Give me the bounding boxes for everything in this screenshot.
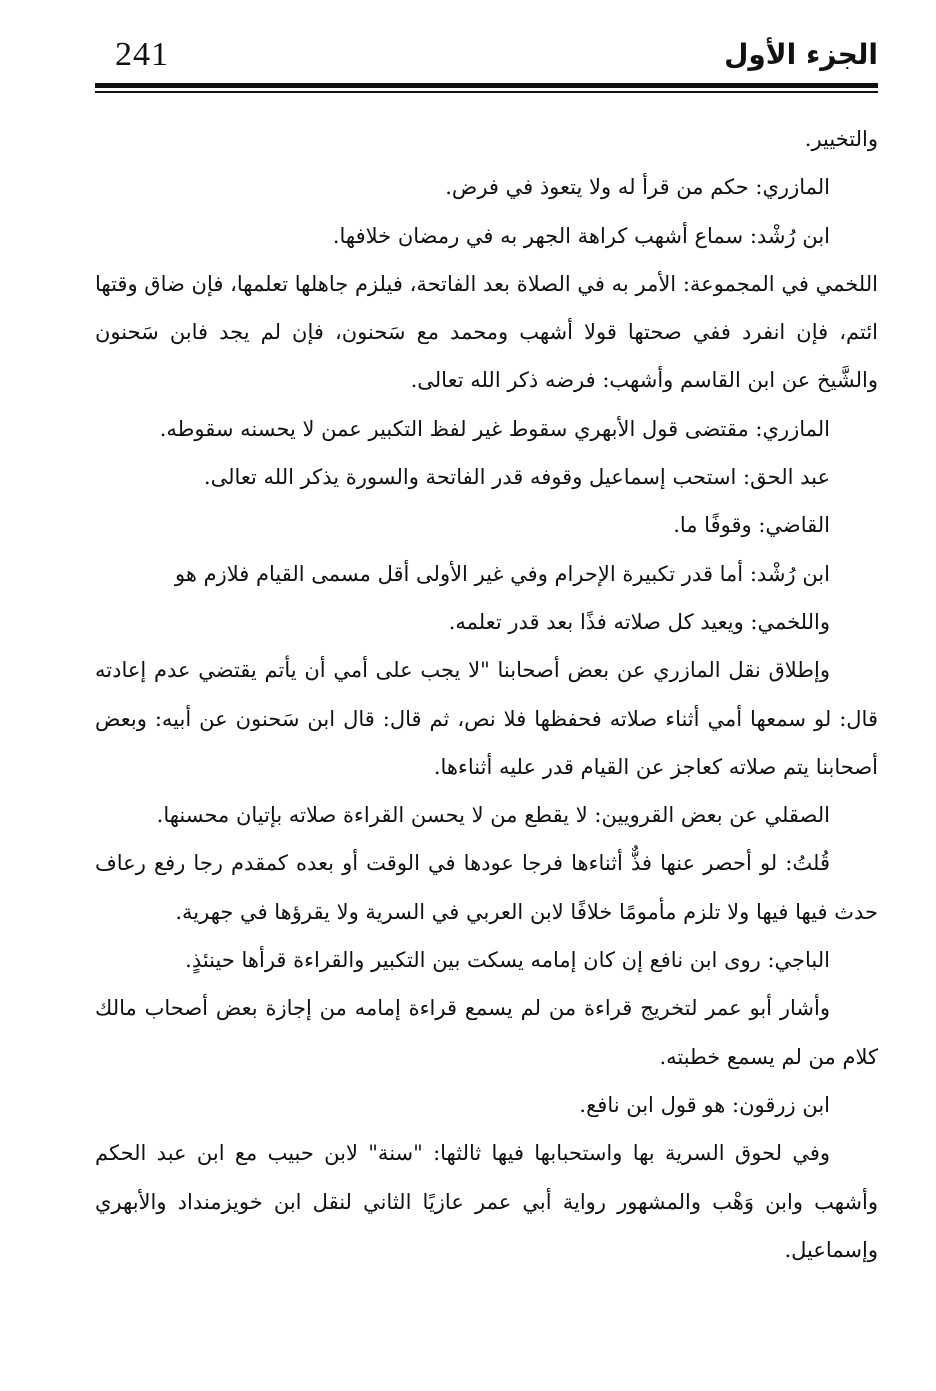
paragraph: القاضي: وقوفًا ما. (673, 513, 830, 538)
paragraph: المازري: مقتضى قول الأبهري سقوط غير لفظ التكبير عمن لا يحسنه سقوطه. (159, 416, 830, 441)
paragraph: عبد الحق: استحب إسماعيل وقوفه قدر الفاتحة والسورة يذكر الله تعالى. (203, 465, 830, 490)
header-rule-thin (95, 91, 878, 93)
paragraph: وفي لحوق السرية بها واستحبابها فيها ثالثها: "سنة" لابن حبيب مع ابن عبد الحكم وأشهب وابن وَهْب والمشهور رواية أبي عمر عازيًا الثاني لنقل ابن خويزمنداد والأبهري وإسماعيل. (95, 1141, 878, 1262)
paragraph: المازري: حكم من قرأ له ولا يتعوذ في فرض. (445, 175, 830, 200)
paragraph: ابن زرقون: هو قول ابن نافع. (579, 1092, 830, 1117)
running-title: الجزء الأول (724, 38, 878, 71)
paragraph: ابن رُشْد: سماع أشهب كراهة الجهر به في رمضان خلافها. (332, 223, 830, 248)
paragraph: قُلتُ: لو أحصر عنها فذٌّ أثناءها فرجا عودها في الوقت أو بعده كمقدم رجا رفع رعاف حدث فيها فيها ولا تلزم مأمومًا خلافًا لابن العربي في السرية ولا يقرؤها في جهرية. (95, 851, 878, 924)
page-number: 241 (115, 36, 169, 73)
paragraph: الصقلي عن بعض القرويين: لا يقطع من لا يحسن القراءة صلاته بإتيان محسنها. (156, 803, 830, 828)
paragraph: والتخيير. (804, 127, 878, 151)
paragraph: الباجي: روى ابن نافع إن كان إمامه يسكت بين التكبير والقراءة قرأها حينئذٍ. (185, 948, 830, 973)
page-header (95, 30, 878, 78)
header-rule-thick (95, 83, 878, 88)
body-text (95, 115, 878, 1274)
paragraph: واللخمي: ويعيد كل صلاته فذًا بعد قدر تعلمه. (448, 609, 830, 634)
paragraph: ابن رُشْد: أما قدر تكبيرة الإحرام وفي غير الأولى أقل مسمى القيام فلازم هو (175, 561, 830, 586)
paragraph: وأشار أبو عمر لتخريج قراءة من لم يسمع قراءة إمامه من إجازة بعض أصحاب مالك كلام من لم يسمع خطبته. (95, 996, 878, 1069)
paragraph: اللخمي في المجموعة: الأمر به في الصلاة بعد الفاتحة، فيلزم جاهلها تعلمها، فإن ضاق وقتها ائتم، فإن انفرد ففي صحتها قولا أشهب ومحمد مع سَحنون، فإن لم يجد فابن سَحنون والشَّيخ عن ابن القاسم وأشهب: فرضه ذكر الله تعالى. (95, 271, 878, 393)
paragraph: وإطلاق نقل المازري عن بعض أصحابنا "لا يجب على أمي أن يأتم يقتضي عدم إعادته قال: لو سمعها أمي أثناء صلاته فحفظها فلا نص، ثم قال: قال ابن سَحنون عن أبيه: وبعض أصحابنا يتم صلاته كعاجز عن القيام قدر عليه أثناءها. (95, 658, 878, 779)
